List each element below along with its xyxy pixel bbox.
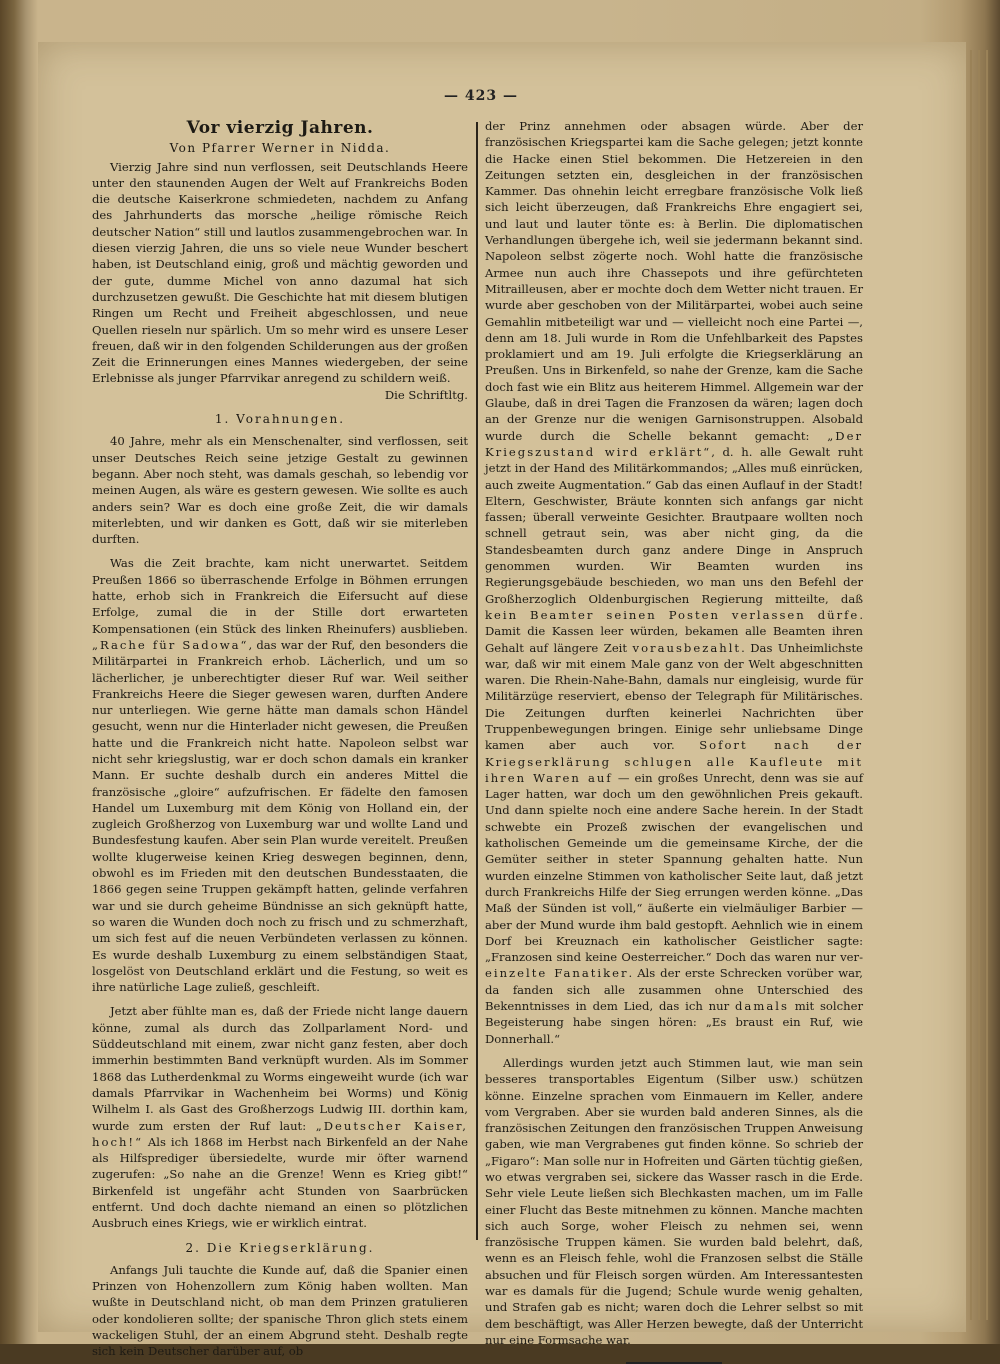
intro-signature: Die Schriftltg. — [384, 387, 468, 402]
article-title: Vor vierzig Jahren. — [186, 118, 374, 138]
text-run: mit solcher Begeisterung habe singen hören: „Es braust ein Ruf, wie Donnerhall.“ — [485, 999, 863, 1046]
page-edge — [970, 50, 972, 1320]
page-edge — [986, 50, 988, 1320]
text-run: Jetzt aber fühlte man es, daß der Friede nicht lange dauern könne, zumal als durch das Zollparlament Nord- und Süddeutschland mit einem, zwar nicht ganz festen, aber doch immerhin bestimmten Band verknüpft wurden. Als im Sommer 1868 das Lutherdenkmal zu Worms eingeweiht wurde (ich war damals Pfarrvikar in Wachenheim bei Worms) und König Wilhelm I. als Gast des Großherzogs Ludwig III. dorthin kam, wurde zum ersten der Ruf laut: — [92, 1004, 468, 1133]
spaced-quote: kein Beamter seinen Posten verlassen dürfe — [485, 607, 860, 622]
text-run: der Prinz annehmen oder absagen würde. Aber der französischen Kriegspartei kam die Sache gelegen; jetzt konnte die Hacke einen Stiel bekommen. Die Hetzereien in den Zeitungen setzten ein, desgleichen in der französischen Kammer. Das ohnehin leicht erregbare französische Volk ließ sich leicht überzeugen, daß Frankreichs Ehre engagiert sei, und laut und lauter tönte es: à Berlin. Die diplomatischen Verhandlungen übergehe ich, weil sie jedermann bekannt sind. Napoleon selbst zögerte noch. Wohl hatte die französische Armee nun auch ihre Chassepots und ihre gefürchteten Mitrailleusen, aber er mochte doch dem Wetter nicht trauen. Er wurde aber geschoben von der Militärpartei, wobei auch seine Gemahlin mitbeteiligt war und — vielleicht noch eine Partei —, denn am 18. Juli wurde in Rom die Unfehlbarkeit des Papstes proklamiert und am 19. Juli erfolgte die Kriegserklärung an Preußen. Uns in Birkenfeld, so nahe der Grenze, kam die Sache doch fast wie ein Blitz aus heiterem Himmel. Allgemein war der Glaube, daß in drei Tagen die Franzosen da wären; lagen doch an der Grenze nur die wenigen Garnisonstruppen. Alsobald wurde durch die Schelle bekannt gemacht: — [485, 119, 863, 443]
spaced-quote: „Deutscher Kaiser, hoch!“ — [92, 1118, 468, 1149]
paragraph-continued — [485, 118, 863, 1047]
spaced-quote: „Der Kriegszustand wird erklärt“ — [485, 428, 864, 459]
paragraph: Anfangs Juli tauchte die Kunde auf, daß die Spanier einen Prinzen von Hohenzollern zum König haben wollten. Man wußte in Deutschland nicht, ob man dem Prinzen gratulieren oder kondolieren sollte; der spanische Thron glich stets einem wackeligen Stuhl, der an einem Abgrund steht. Deshalb regte sich kein Deutscher darüber auf, ob — [92, 1262, 468, 1359]
paragraph: Allerdings wurden jetzt auch Stimmen laut, wie man sein besseres transportables Eigentum (Silber usw.) schützen könne. Einzelne sprachen vom Einmauern im Keller, andere vom Vergraben. Aber sie wurden bald anderen Sinnes, als die französischen Zeitungen den französischen Truppen Anweisung gaben, wie man Vergrabenes gut finden könne. So schrieb der „Figaro“: Man solle nur in Hofreiten und Gärten tüchtig gießen, wo etwas vergraben sei, sickere das Wasser rasch in die Erde. Sehr viele Leute ließen sich Blechkasten machen, um im Falle einer Flucht das Beste mitnehmen zu können. Manche machten sich auch Sorge, woher Fleisch zu nehmen sei, wenn französische Truppen kämen. Sie wurden bald belehrt, daß, wenn es an Fleisch fehle, wohl die Franzosen selbst die Ställe absuchen und für Fleisch sorgen würden. Am Interessantesten war es damals für die Jugend; Schule wurde wenig gehalten, und Strafen gab es nicht; waren doch die Lehrer selbst so mit dem beschäftigt, was Aller Herzen bewegte, daß der Unterricht nur eine Formsache war. — [485, 1055, 863, 1347]
article-byline: Von Pfarrer Werner in Nidda. — [169, 141, 391, 156]
text-run: , d. h. alle Gewalt ruht jetzt in der Hand des Militärkommandos; „Alles muß einrücken, auch zweite Augmentation.“ Gab das einen Auflauf in der Stadt! Eltern, Geschwister, Bräute konnten sich anfangs gar nicht fassen; überall verweinte Gesichter. Brautpaare wollten noch schnell getraut sein, was aber nicht ging, da die Standesbeamten durch ganz andere Dinge in Anspruch genommen wurden. Wir Beamten wurden ins Regierungsgebäude beschieden, wo man uns den Befehl der Großherzoglich Oldenburgischen Regierung mitteilte, daß — [485, 444, 863, 606]
text-run: Als ich 1868 im Herbst nach Birkenfeld an der Nahe als Hilfsprediger übersiedelte, wurde mir öfter warnend zugerufen: „So nahe an die Grenze! Wenn es Krieg gibt!“ Birkenfeld ist ungefähr acht Stunden von Saarbrücken entfernt. Und doch dachte niemand an einen so plötzlichen Ausbruch eines Kriegs, wie er wirklich eintrat. — [92, 1134, 468, 1231]
text-run: Was die Zeit brachte, kam nicht unerwartet. Seitdem Preußen 1866 so überraschende Erfolge in Böhmen errungen hatte, erhob sich in Frankreich die Eifersucht auf diese Erfolge, zumal die in der Stille dort erwarteten Kompensationen (ein Stück des linken Rheinufers) ausblieben. — [92, 556, 468, 636]
spaced-quote: Sofort nach der Kriegserklärung schlugen alle Kaufleute mit ihren Waren auf — [485, 738, 863, 785]
text-run: . Das Unheimlichste war, daß wir mit einem Male ganz von der Welt abgeschnitten waren. Die Rhein-Nahe-Bahn, damals nur eingleisig, wurde für Militärzüge reserviert, ebenso der Telegraph für Militärisches. Die Zeitungen durften keinerlei Nachrichten über Truppenbewegungen bringen. Einige sehr unliebsame Dinge kamen aber auch vor. — [485, 640, 863, 753]
section-heading-1: 1. Vorahnungen. — [214, 412, 346, 427]
spaced-quote: „Rache für Sadowa“ — [92, 637, 249, 652]
paragraph: 40 Jahre, mehr als ein Menschenalter, sind verflossen, seit unser Deutsches Reich seine jetzige Gestalt zu gewinnen begann. Aber noch steht, was damals geschah, so lebendig vor meinen Augen, als wäre es gestern gewesen. Wie sollte es auch anders sein? War es doch eine große Zeit, die wir damals miterlebten, und wir danken es Gott, daß wir sie miterleben durften. — [92, 434, 468, 547]
column-divider — [476, 122, 478, 1240]
text-run: , das war der Ruf, den besonders die Militärpartei in Frankreich erhob. Lächerlich, und um so lächerlicher, je unberechtigter dieser Ruf war. Weil seither Frankreichs Heere die Sieger gewesen waren, durften Andere nur unterliegen. Wie gerne hätte man damals schon Händel gesucht, wenn nur die Hinterlader nicht gewesen, die Preußen hatte und die Frankreich nicht hatte. Napoleon selbst war nicht sehr kriegslustig, war er doch schon damals ein kranker Mann. Er suchte deshalb durch ein anderes Mittel die französische „gloire“ aufzufrischen. Er fädelte den famosen Handel um Luxemburg mit dem König von Holland ein, der zugleich Großherzog von Luxemburg war und wollte Land und Bundesfestung kaufen. Aber sein Plan wurde vereitelt. Preußen wollte klugerweise keinen Krieg deswegen beginnen, denn, obwohl es im Frieden mit den deutschen Bundesstaaten, die 1866 gegen seine Truppen gekämpft hatten, gelinde verfahren war und sie durch geheime Bündnisse an sich geknüpft hatte, so waren die Wunden doch noch zu frisch und zu schmerzhaft, um sich fest auf die neuen Verbündeten verlassen zu können. Es wurde deshalb Luxemburg zu einem selbständigen Staat, losgelöst von Deutschland erklärt und die Festung, so weit es ihre natürliche Lage zuließ, geschleift. — [92, 637, 468, 995]
spaced-quote: damals — [735, 999, 789, 1014]
right-column — [485, 118, 863, 1364]
paragraph — [92, 555, 468, 995]
page-number: — 423 — — [444, 88, 518, 104]
paragraph — [92, 1003, 468, 1231]
text-run: . Damit die Kassen leer würden, bekamen alle Beamten ihren Gehalt auf längere Zeit — [485, 607, 863, 655]
left-column — [92, 118, 468, 1360]
intro-paragraph: Vierzig Jahre sind nun verflossen, seit Deutschlands Heere unter den staunenden Augen der Welt auf Frankreichs Boden die deutsche Kaiserkrone schmiedeten, nachdem zu Anfang des Jahrhunderts das morsche „heilige römische Reich deutscher Nation“ still und lautlos zusammengebrochen war. In diesen vierzig Jahren, die uns so viele neue Wunder beschert haben, ist Deutschland einig, groß und mächtig geworden und der gute, dumme Michel von anno dazumal hat sich durchzusetzen gewußt. Die Geschichte hat mit diesem blutigen Ringen um Recht und Freiheit abgeschlossen, und neue Quellen rieseln nur spärlich. Um so mehr wird es unsere Leser freuen, daß wir in den folgenden Schilderungen aus der großen Zeit die Erinnerungen eines Mannes wiedergeben, der seine Erlebnisse als junger Pfarrvikar anregend zu schildern weiß. — [92, 159, 468, 386]
page-edge — [978, 50, 980, 1320]
spaced-quote: einzelte Fanatiker — [485, 966, 629, 981]
section-heading-2: 2. Die Kriegserklärung. — [185, 1240, 375, 1255]
text-run: . Als der erste Schrecken vorüber war, da fanden sich alle zusammen ohne Unterschied des Bekenntnisses in dem Lied, das ich nur — [485, 966, 863, 1014]
text-run: — ein großes Unrecht, denn was sie auf Lager hatten, war doch um den gewöhnlichen Preis gekauft. Und dann spielte noch eine andere Sache herein. In der Stadt schwebte ein Prozeß zwischen der evangelischen und katholischen Gemeinde um die gemeinsame Kirche, der die Gemüter seither in steter Spannung gehalten hatte. Nun wurden einzelne Stimmen von katholischer Seite laut, daß jetzt durch Frankreichs Hilfe der Sieg errungen werden könne. „Das Maß der Sünden ist voll,“ äußerte ein vielmäuliger Barbier — aber der Mund wurde ihm bald gestopft. Aehnlich wie in einem Dorf bei Kreuznach ein katholischer Geistlicher sagte: „Franzosen sind keine Oesterreicher.“ Doch das waren nur ver- — [485, 770, 864, 965]
spaced-quote: vorausbezahlt — [632, 640, 742, 655]
